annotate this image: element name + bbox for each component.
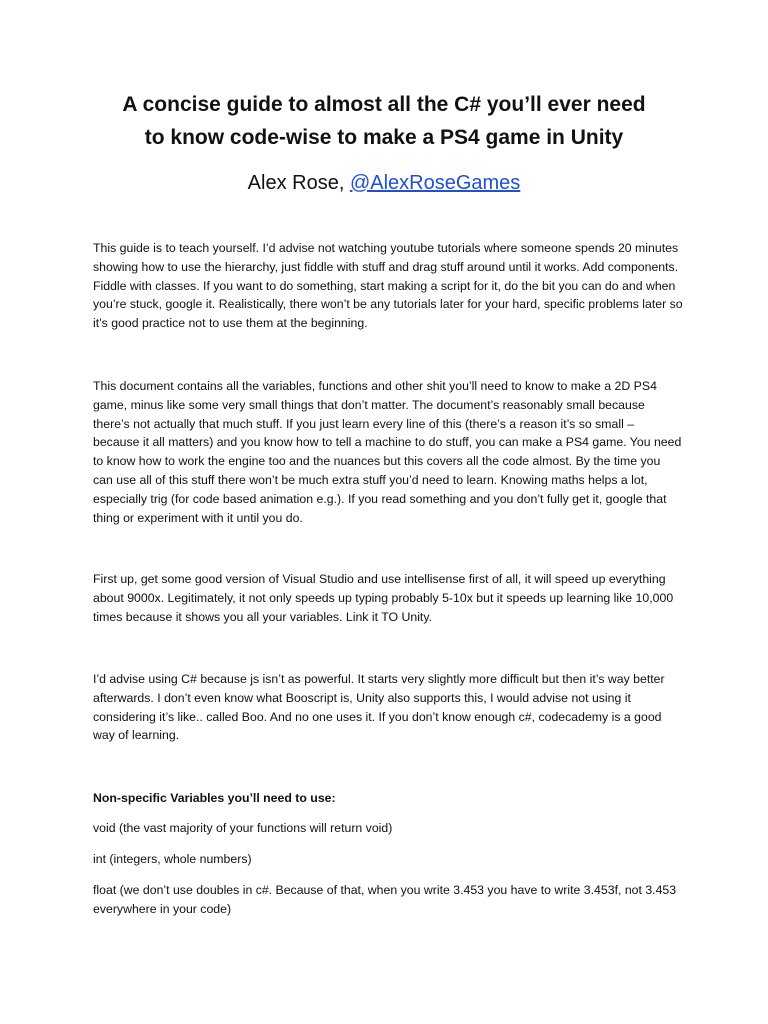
author-handle-link[interactable]: @AlexRoseGames — [349, 172, 521, 194]
paragraph-visual-studio: First up, get some good version of Visual Studio and use intellisense first of all, it will speed up everything about 9000x. Legitimately, it not only speeds up typing probably 5-10x but it speeds up learning like 10,000 times because it shows you all your variables. Link it TO Unity. — [93, 572, 674, 624]
variable-float: float (we don’t use doubles in c#. Because of that, when you write 3.453 you have to write 3.453f, not 3.453 everywhere in your code) — [93, 883, 677, 916]
author-line — [60, 168, 708, 198]
title-line-1: A concise guide to almost all the C# you’ll ever need — [122, 93, 646, 116]
title-line-2: to know code-wise to make a PS4 game in Unity — [144, 126, 624, 149]
paragraph-intro: This guide is to teach yourself. I’d advise not watching youtube tutorials where someone spends 20 minutes showing how to use the hierarchy, just fiddle with stuff and drag stuff around until it works. Add components. Fiddle with classes. If you want to do something, start making a script for it, do the bit you can do and when you’re stuck, google it. Realistically, there won’t be any tutorials later for your hard, specific problems later so it’s good practice not to use them at the beginning. — [93, 241, 683, 331]
section-heading: Non-specific Variables you’ll need to use: — [93, 791, 336, 805]
author-name: Alex Rose, — [247, 172, 350, 194]
paragraph-contents: This document contains all the variables, functions and other shit you’ll need to know to make a 2D PS4 game, minus like some very small things that don’t matter. The document’s reasonably small because there’s not actually that much stuff. If you just learn every line of this (there’s a reason it’s so small – because it all matters) and you know how to tell a machine to do stuff, you can make a PS4 game. You need to know how to work the engine too and the nuances but this covers all the code almost. By the time you can use all of this stuff there won’t be much extra stuff you’d need to learn. Knowing maths helps a lot, especially trig (for code based animation e.g.). If you read something and you don’t fully get it, google that thing or experiment with it until you do. — [93, 379, 682, 525]
variable-void: void (the vast majority of your functions will return void) — [93, 821, 393, 835]
paragraph-csharp: I’d advise using C# because js isn’t as powerful. It starts very slightly more difficult but then it’s way better afterwards. I don’t even know what Booscript is, Unity also supports this, I would advise not using it considering it’s like.. called Boo. And no one uses it. If you don’t know enough c#, codecademy is a good way of learning. — [93, 672, 665, 743]
document-title — [60, 88, 708, 154]
variable-int: int (integers, whole numbers) — [93, 852, 252, 866]
